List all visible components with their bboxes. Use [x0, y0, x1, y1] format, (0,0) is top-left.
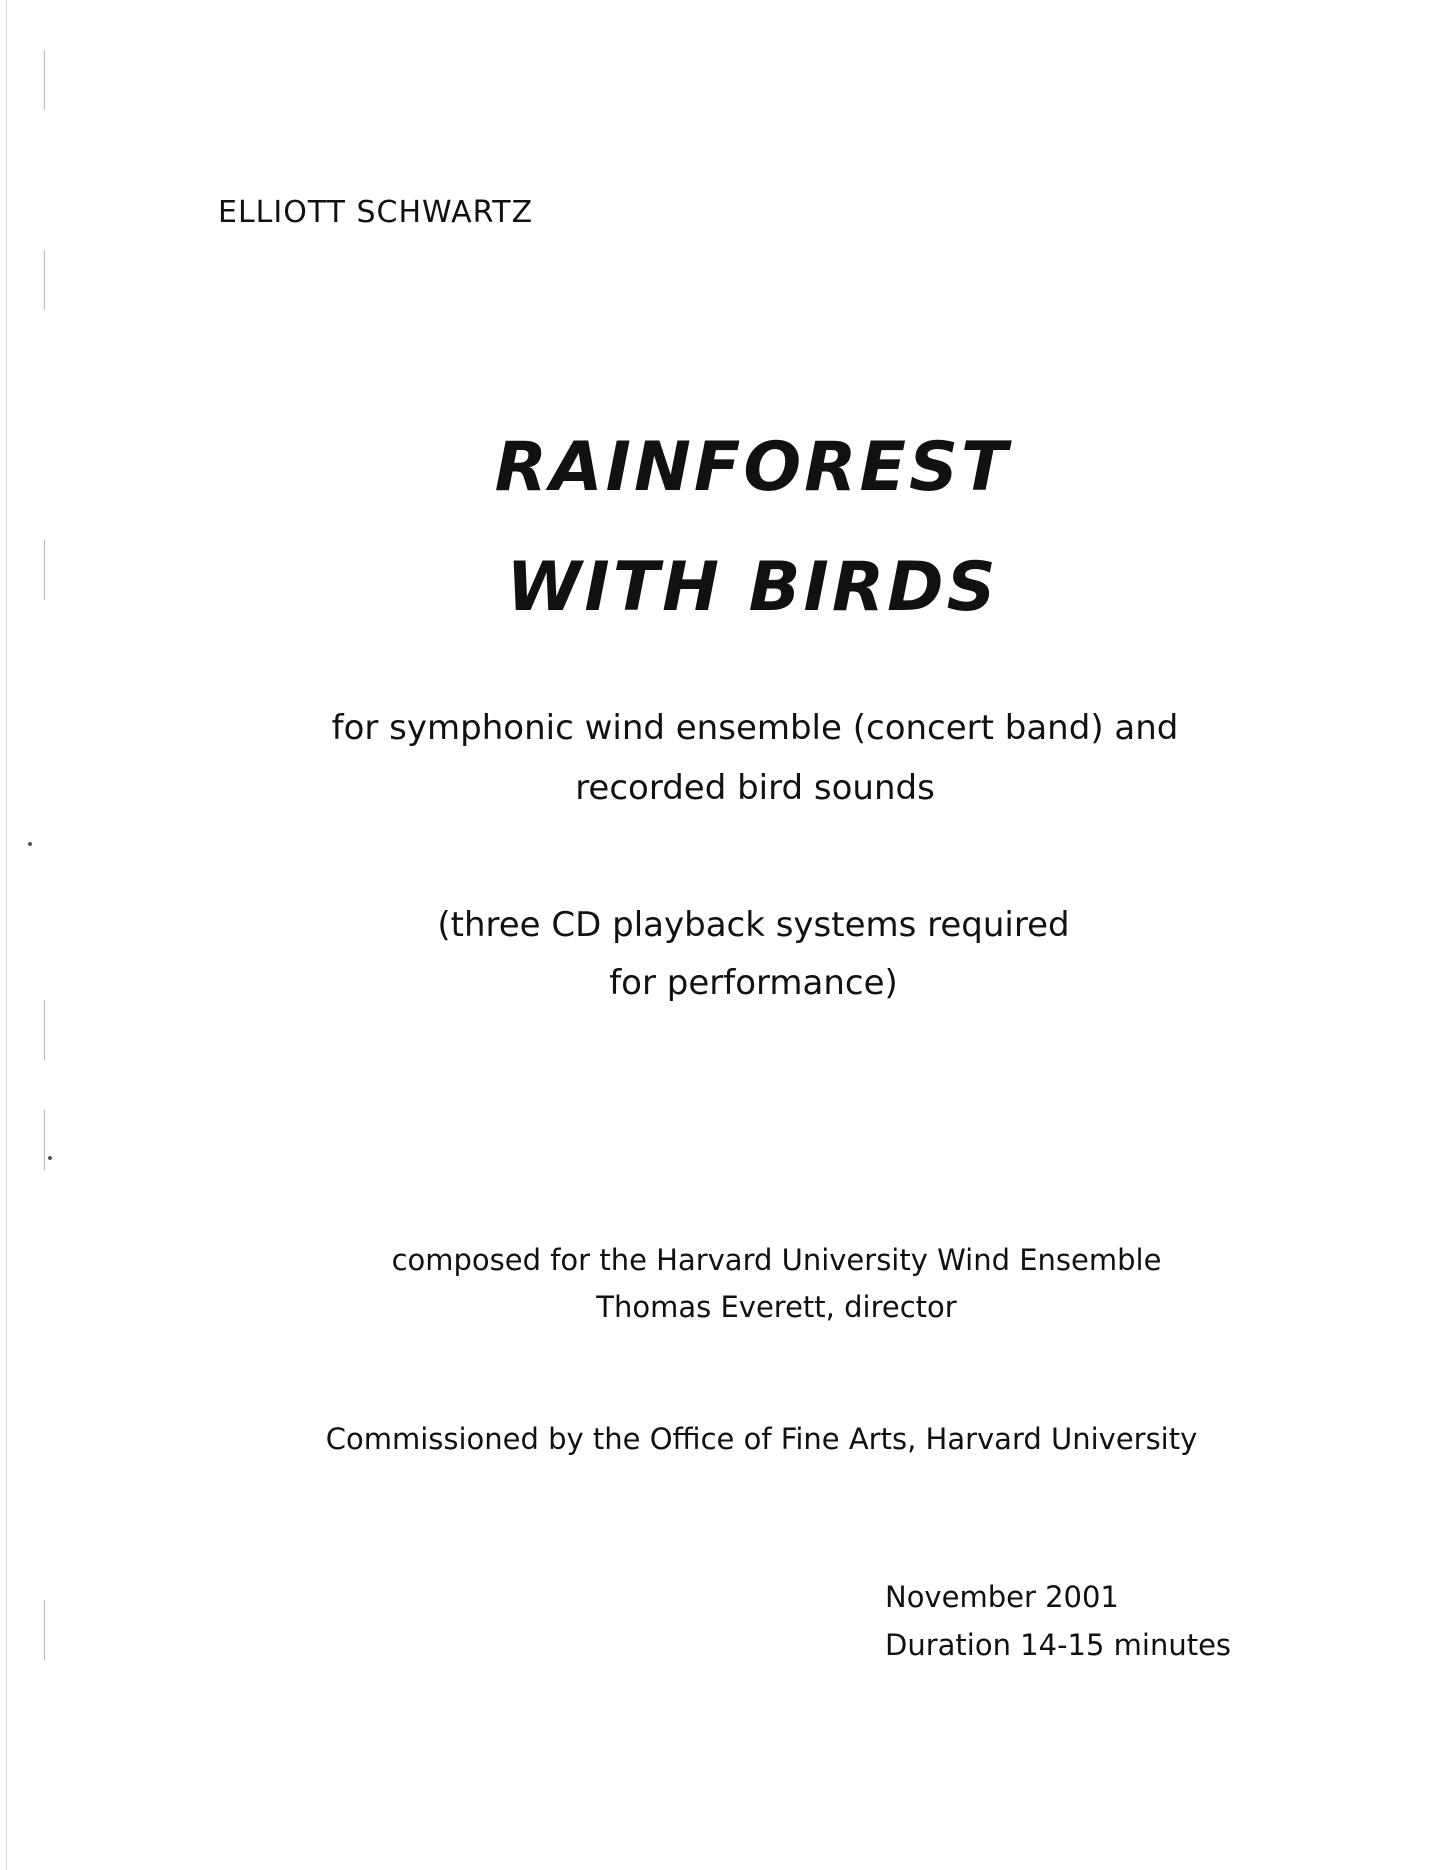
dedication-line-2: Thomas Everett, director [596, 1290, 957, 1324]
scan-speck [28, 842, 32, 846]
scan-edge-mark [44, 1000, 45, 1060]
duration: Duration 14-15 minutes [885, 1628, 1232, 1662]
title-line-2: WITH BIRDS [506, 548, 999, 627]
commission-line: Commissioned by the Office of Fine Arts, Harvard University [325, 1422, 1198, 1456]
instrumentation-line-1: for symphonic wind ensemble (concert band) and [331, 708, 1179, 748]
scan-speck [48, 1156, 52, 1160]
composition-date: November 2001 [885, 1580, 1119, 1614]
scan-edge-mark [44, 250, 45, 310]
performance-note-line-1: (three CD playback systems required [437, 905, 1070, 945]
scan-edge-mark [44, 1600, 45, 1660]
composer-name: ELLIOTT SCHWARTZ [218, 195, 534, 230]
dedication-line-1: composed for the Harvard University Wind Ensemble [391, 1243, 1162, 1277]
performance-note-line-2: for performance) [609, 963, 898, 1003]
title-line-1: RAINFOREST [494, 428, 1011, 507]
instrumentation-line-2: recorded bird sounds [575, 768, 935, 808]
scan-edge-mark [44, 1110, 45, 1170]
scan-edge-mark [44, 50, 45, 110]
